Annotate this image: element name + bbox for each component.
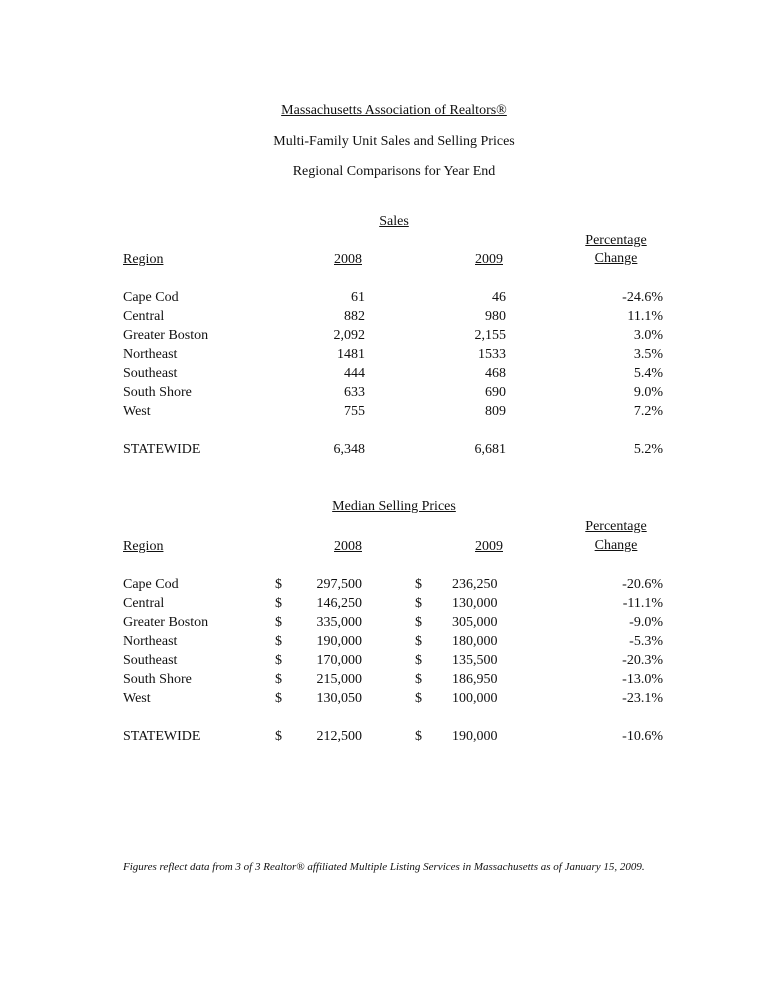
row-2009-value: 1533 xyxy=(478,347,506,362)
prices-header-2008: 2008 xyxy=(334,539,362,554)
currency-symbol: $ xyxy=(275,653,282,668)
currency-symbol: $ xyxy=(275,729,282,744)
row-pct-change: 11.1% xyxy=(627,309,663,324)
row-pct-change: 3.0% xyxy=(633,328,663,343)
row-pct-change: -20.6% xyxy=(622,577,663,592)
row-pct-change: 7.2% xyxy=(633,404,663,419)
row-2008-value: 215,000 xyxy=(316,672,362,687)
sales-section-title: Sales xyxy=(379,214,409,229)
currency-symbol: $ xyxy=(275,577,282,592)
row-pct-change: 5.2% xyxy=(633,442,663,457)
row-pct-change: -23.1% xyxy=(622,691,663,706)
row-region: Northeast xyxy=(123,634,178,649)
row-2009-value: 190,000 xyxy=(452,729,498,744)
currency-symbol: $ xyxy=(415,634,422,649)
footnote: Figures reflect data from 3 of 3 Realtor® affiliated Multiple Listing Services in Massachusetts as of January 15, 2009. xyxy=(123,861,645,873)
sales-header-region: Region xyxy=(123,252,164,267)
row-2008-value: 755 xyxy=(344,404,365,419)
row-2008-value: 2,092 xyxy=(333,328,365,343)
row-region: West xyxy=(123,404,151,419)
row-2008-value: 633 xyxy=(344,385,365,400)
row-region: Southeast xyxy=(123,653,178,668)
row-region: West xyxy=(123,691,151,706)
row-region: Greater Boston xyxy=(123,615,209,630)
row-pct-change: -24.6% xyxy=(622,290,663,305)
row-pct-change: -13.0% xyxy=(622,672,663,687)
row-2009-value: 305,000 xyxy=(452,615,498,630)
row-2008-value: 6,348 xyxy=(333,442,365,457)
row-2009-value: 690 xyxy=(485,385,506,400)
prices-section-title: Median Selling Prices xyxy=(332,499,456,514)
sales-header-pct-line2: Change xyxy=(594,251,638,266)
row-pct-change: 9.0% xyxy=(633,385,663,400)
row-region: Greater Boston xyxy=(123,328,209,343)
row-2008-value: 297,500 xyxy=(316,577,362,592)
report-subtitle-2: Regional Comparisons for Year End xyxy=(292,164,496,179)
row-2009-value: 2,155 xyxy=(474,328,506,343)
currency-symbol: $ xyxy=(275,672,282,687)
row-2008-value: 1481 xyxy=(337,347,365,362)
currency-symbol: $ xyxy=(415,672,422,687)
sales-header-2009: 2009 xyxy=(475,252,503,267)
row-region: South Shore xyxy=(123,385,192,400)
row-region: Northeast xyxy=(123,347,178,362)
report-subtitle: Multi-Family Unit Sales and Selling Prices xyxy=(273,134,515,149)
prices-header-region: Region xyxy=(123,539,164,554)
currency-symbol: $ xyxy=(415,577,422,592)
currency-symbol: $ xyxy=(275,596,282,611)
row-2008-value: 335,000 xyxy=(316,615,362,630)
row-2008-value: 190,000 xyxy=(316,634,362,649)
row-2009-value: 46 xyxy=(492,290,506,305)
row-pct-change: -10.6% xyxy=(622,729,663,744)
row-2009-value: 100,000 xyxy=(452,691,498,706)
row-region: Cape Cod xyxy=(123,290,179,305)
row-2008-value: 212,500 xyxy=(316,729,362,744)
row-pct-change: -20.3% xyxy=(622,653,663,668)
row-2008-value: 61 xyxy=(351,290,365,305)
currency-symbol: $ xyxy=(415,691,422,706)
prices-header-2009: 2009 xyxy=(475,539,503,554)
row-2008-value: 130,050 xyxy=(316,691,362,706)
row-region: South Shore xyxy=(123,672,192,687)
row-2008-value: 444 xyxy=(344,366,365,381)
row-pct-change: -5.3% xyxy=(629,634,663,649)
row-2009-value: 468 xyxy=(485,366,506,381)
row-2009-value: 130,000 xyxy=(452,596,498,611)
currency-symbol: $ xyxy=(415,653,422,668)
currency-symbol: $ xyxy=(275,634,282,649)
currency-symbol: $ xyxy=(275,691,282,706)
row-2008-value: 170,000 xyxy=(316,653,362,668)
row-2009-value: 236,250 xyxy=(452,577,498,592)
report-title: Massachusetts Association of Realtors® xyxy=(281,103,507,118)
currency-symbol: $ xyxy=(415,729,422,744)
row-pct-change: -9.0% xyxy=(629,615,663,630)
currency-symbol: $ xyxy=(415,615,422,630)
prices-header-pct-line2: Change xyxy=(594,538,638,553)
row-2009-value: 180,000 xyxy=(452,634,498,649)
row-region: Southeast xyxy=(123,366,178,381)
row-region: Central xyxy=(123,596,165,611)
row-region: Central xyxy=(123,309,165,324)
row-region: STATEWIDE xyxy=(123,729,201,744)
row-pct-change: 5.4% xyxy=(633,366,663,381)
row-2009-value: 186,950 xyxy=(452,672,498,687)
row-2009-value: 6,681 xyxy=(474,442,506,457)
prices-header-pct-line1: Percentage xyxy=(585,519,647,534)
row-2009-value: 809 xyxy=(485,404,506,419)
sales-header-pct-line1: Percentage xyxy=(585,233,647,248)
row-2008-value: 146,250 xyxy=(316,596,362,611)
currency-symbol: $ xyxy=(415,596,422,611)
sales-header-2008: 2008 xyxy=(334,252,362,267)
row-2009-value: 980 xyxy=(485,309,506,324)
row-pct-change: -11.1% xyxy=(622,596,663,611)
row-region: STATEWIDE xyxy=(123,442,201,457)
row-pct-change: 3.5% xyxy=(633,347,663,362)
currency-symbol: $ xyxy=(275,615,282,630)
row-2009-value: 135,500 xyxy=(452,653,498,668)
row-2008-value: 882 xyxy=(344,309,365,324)
row-region: Cape Cod xyxy=(123,577,179,592)
